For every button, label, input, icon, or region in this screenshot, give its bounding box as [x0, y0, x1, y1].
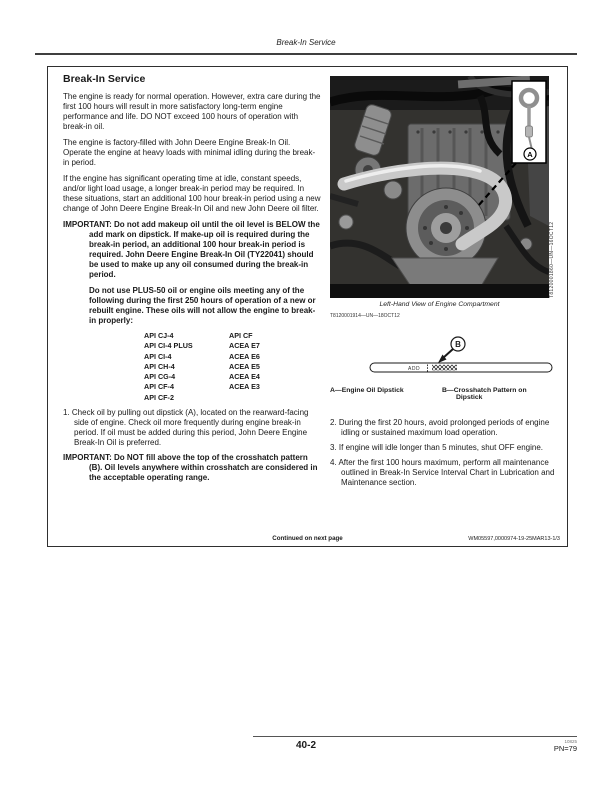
step-number: 2.	[330, 418, 337, 427]
callout-b-label: B	[455, 339, 461, 349]
photo-id-code: T8120001860—UN—16OCT12	[549, 221, 555, 298]
oil-spec: API CF-4	[144, 382, 174, 392]
oil-spec-table	[144, 331, 321, 403]
oil-spec: API CJ-4	[144, 331, 174, 340]
oil-spec: API CG-4	[144, 372, 176, 382]
oil-spec-column-1	[144, 331, 229, 403]
legend-item-b: B—Crosshatch Pattern on Dipstick	[442, 387, 527, 401]
important-label: IMPORTANT:	[63, 453, 112, 463]
step-number: 3.	[330, 443, 337, 452]
step-text: If engine will idle longer than 5 minutes, shut OFF engine.	[338, 443, 544, 452]
step-text: After the first 100 hours maximum, perform all maintenance outlined in Break-In Service Interval Chart in Lubrication and Maintenance section.	[338, 458, 555, 487]
step-1	[63, 408, 321, 448]
important-note-2	[63, 453, 321, 483]
engine-compartment-photo	[330, 76, 549, 298]
paragraph: If the engine has significant operating time at idle, constant speeds, and/or light load usage, a longer break-in period may be required. In these situations, start an additional 100 hour break-in period using a new change of John Deere Engine Break-In Oil and new John Deere oil filter.	[63, 174, 321, 213]
step-4	[330, 458, 561, 488]
engine-compartment-figure	[330, 76, 561, 298]
pn-number: PN=79	[553, 744, 577, 753]
page-number: 40-2	[295, 740, 316, 751]
diagram-id-code: T8120001914—UN—18OCT12	[330, 313, 400, 319]
paragraph: The engine is factory-filled with John Deere Engine Break-In Oil. Operate the engine at heavy loads with minimal idling during the break-in period.	[63, 138, 316, 167]
oil-spec: API CH-4	[144, 361, 175, 371]
step-2	[330, 418, 561, 438]
oil-spec: API CF	[229, 331, 253, 340]
print-code: 10825	[564, 738, 577, 744]
important-text: Do NOT fill above the top of the crosshatch pattern (B). Oil levels anywhere within crosshatch are considered in the acceptable operating range.	[89, 453, 318, 483]
step-number: 1.	[63, 408, 70, 418]
legend-item-a: A—Engine Oil Dipstick	[330, 387, 404, 394]
step-text: During the first 20 hours, avoid prolonged periods of engine idling or sustained maximum load operation.	[338, 418, 550, 437]
callout-b-arrow	[443, 349, 453, 358]
figure-legend	[330, 387, 561, 401]
important-note-1-continued: Do not use PLUS-50 oil or engine oils meeting any of the following during the first 250 hours of operation of a new or rebuilt engine. These oils will not allow the engine to break-in properly:	[89, 286, 316, 325]
oil-spec: ACEA E6	[229, 351, 260, 361]
right-column	[330, 76, 561, 493]
step-number: 4.	[330, 458, 337, 467]
continued-notice: Continued on next page	[272, 535, 343, 542]
document-code: WM05597,0000974-19-25MAR13-1/3	[468, 536, 560, 542]
break-in-service-section	[47, 66, 568, 547]
dipstick-blade	[370, 363, 552, 372]
step-text: Check oil by pulling out dipstick (A), located on the rearward-facing side of engine. Check oil more frequently during engine break-in period. If oil must be added during this period, John Deere Engine Break-In Oil is preferred.	[71, 408, 309, 448]
dipstick-inset	[512, 81, 546, 163]
oil-spec: ACEA E4	[229, 372, 260, 382]
footer-rule	[253, 736, 577, 737]
callout-a-label: A	[527, 149, 533, 159]
important-text: Do not add makeup oil until the oil level is BELOW the add mark on dipstick. If make-up oil is required during the break-in period, an additional 100 hour break-in period is required. John Deere Engine Break-In Oil (TY22041) should be used to make up any oil consumed during the break-in period.	[89, 220, 320, 279]
important-label: IMPORTANT:	[63, 220, 112, 229]
paragraph: The engine is ready for normal operation. However, extra care during the first 100 hours will result in more satisfactory long-term engine performance and life. DO NOT exceed 100 hours of operation with break-in oil.	[63, 92, 321, 131]
oil-spec: ACEA E5	[229, 361, 260, 371]
section-title: Break-In Service	[63, 73, 146, 85]
crosshatch-pattern	[432, 365, 457, 371]
oil-spec: API CF-2	[144, 392, 174, 402]
crankshaft-damper	[406, 188, 486, 268]
oil-spec: ACEA E3	[229, 382, 260, 392]
oil-spec-column-2	[229, 331, 260, 403]
header-rule	[35, 53, 577, 55]
oil-spec: API CI-4 PLUS	[144, 341, 193, 351]
figure-caption: Left-Hand View of Engine Compartment	[379, 301, 500, 308]
dipstick-diagram	[330, 335, 560, 379]
running-header: Break-In Service	[276, 38, 336, 47]
dipstick-add-mark: ADD	[408, 366, 421, 372]
steps-2-4	[330, 418, 561, 488]
step-3	[330, 443, 561, 453]
oil-spec: ACEA E7	[229, 341, 260, 351]
left-column	[63, 73, 321, 489]
oil-spec: API CI-4	[144, 351, 172, 361]
important-note-1	[63, 220, 321, 280]
